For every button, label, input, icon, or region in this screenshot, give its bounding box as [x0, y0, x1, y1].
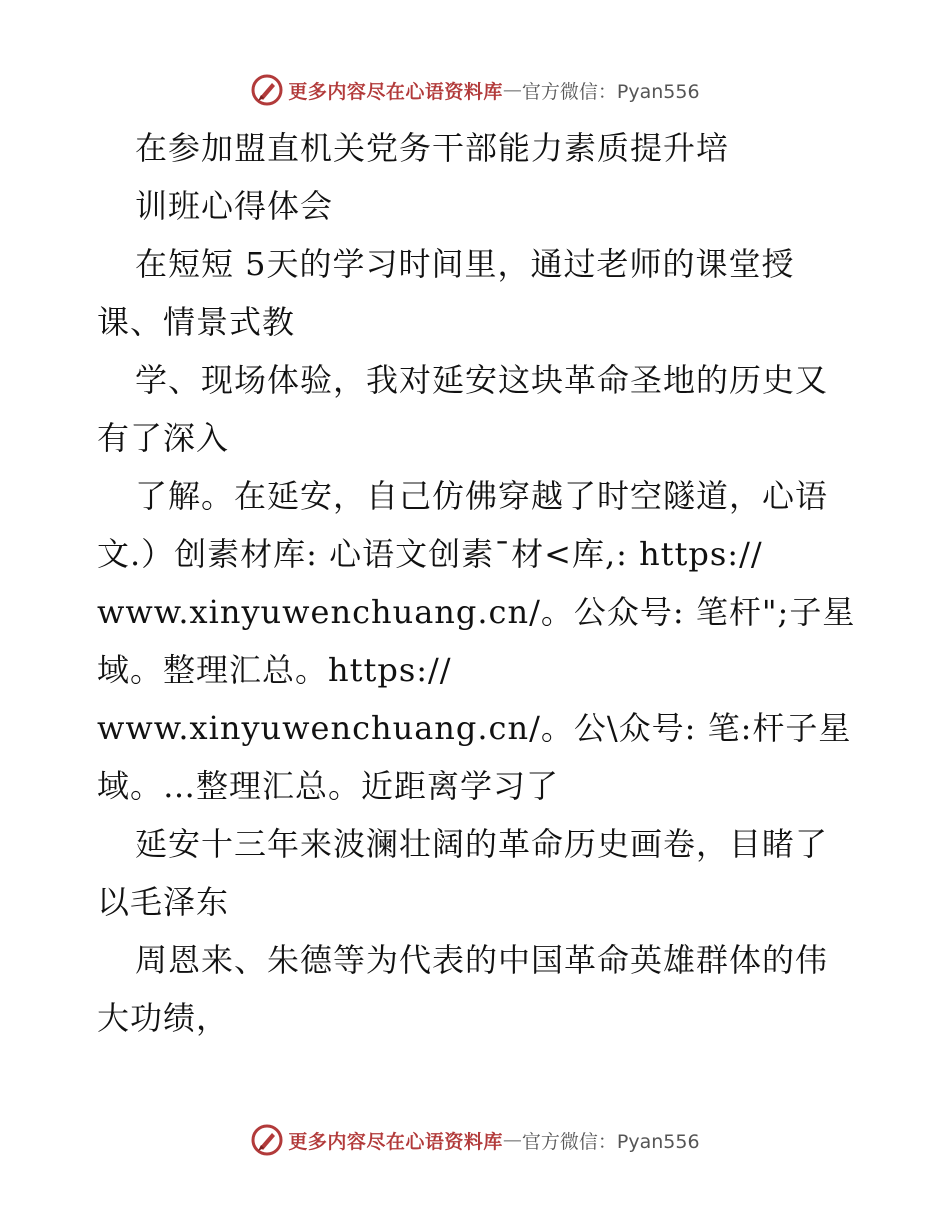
document-body	[97, 122, 857, 1050]
banner-contact: 官方微信：Pyan556	[521, 1130, 700, 1153]
text-line: 大功绩，	[97, 999, 230, 1037]
banner-lead: 更多内容尽在心语资料库	[288, 1130, 503, 1153]
banner-contact: 官方微信：Pyan556	[521, 80, 700, 103]
text-line: 域。整理汇总。https://	[97, 651, 452, 689]
text-line: 域。…整理汇总。近距离学习了	[97, 767, 560, 805]
text-line: 周恩来、朱德等为代表的中国革命英雄群体的伟	[135, 941, 829, 979]
text-line: 学、现场体验，我对延安这块革命圣地的历史又	[135, 361, 829, 399]
text-line: 课、情景式教	[97, 303, 296, 341]
banner-dash: —	[502, 79, 522, 101]
pen-seal-icon	[250, 73, 284, 107]
banner-lead: 更多内容尽在心语资料库	[288, 80, 503, 103]
header-banner	[0, 70, 950, 110]
text-line: 了解。在延安，自己仿佛穿越了时空隧道，心语	[135, 477, 829, 515]
text-line: 有了深入	[97, 419, 230, 457]
text-line: 在参加盟直机关党务干部能力素质提升培	[135, 129, 730, 167]
banner-dash: —	[502, 1129, 522, 1151]
text-line: 延安十三年来波澜壮阔的革命历史画卷，目睹了	[135, 825, 829, 863]
pen-seal-icon	[250, 1123, 284, 1157]
text-line: 文.）创素材库: 心语文创素¯材<库,: https://	[97, 535, 763, 573]
text-line: 在短短 5天的学习时间里，通过老师的课堂授	[135, 245, 795, 283]
text-line: 训班心得体会	[135, 187, 334, 225]
text-line: www.xinyuwenchuang.cn/。公\众号: 笔:杆子星	[97, 709, 852, 747]
text-line: 以毛泽东	[97, 883, 230, 921]
footer-banner	[0, 1120, 950, 1160]
text-line: www.xinyuwenchuang.cn/。公众号: 笔杆";子星	[97, 593, 856, 631]
